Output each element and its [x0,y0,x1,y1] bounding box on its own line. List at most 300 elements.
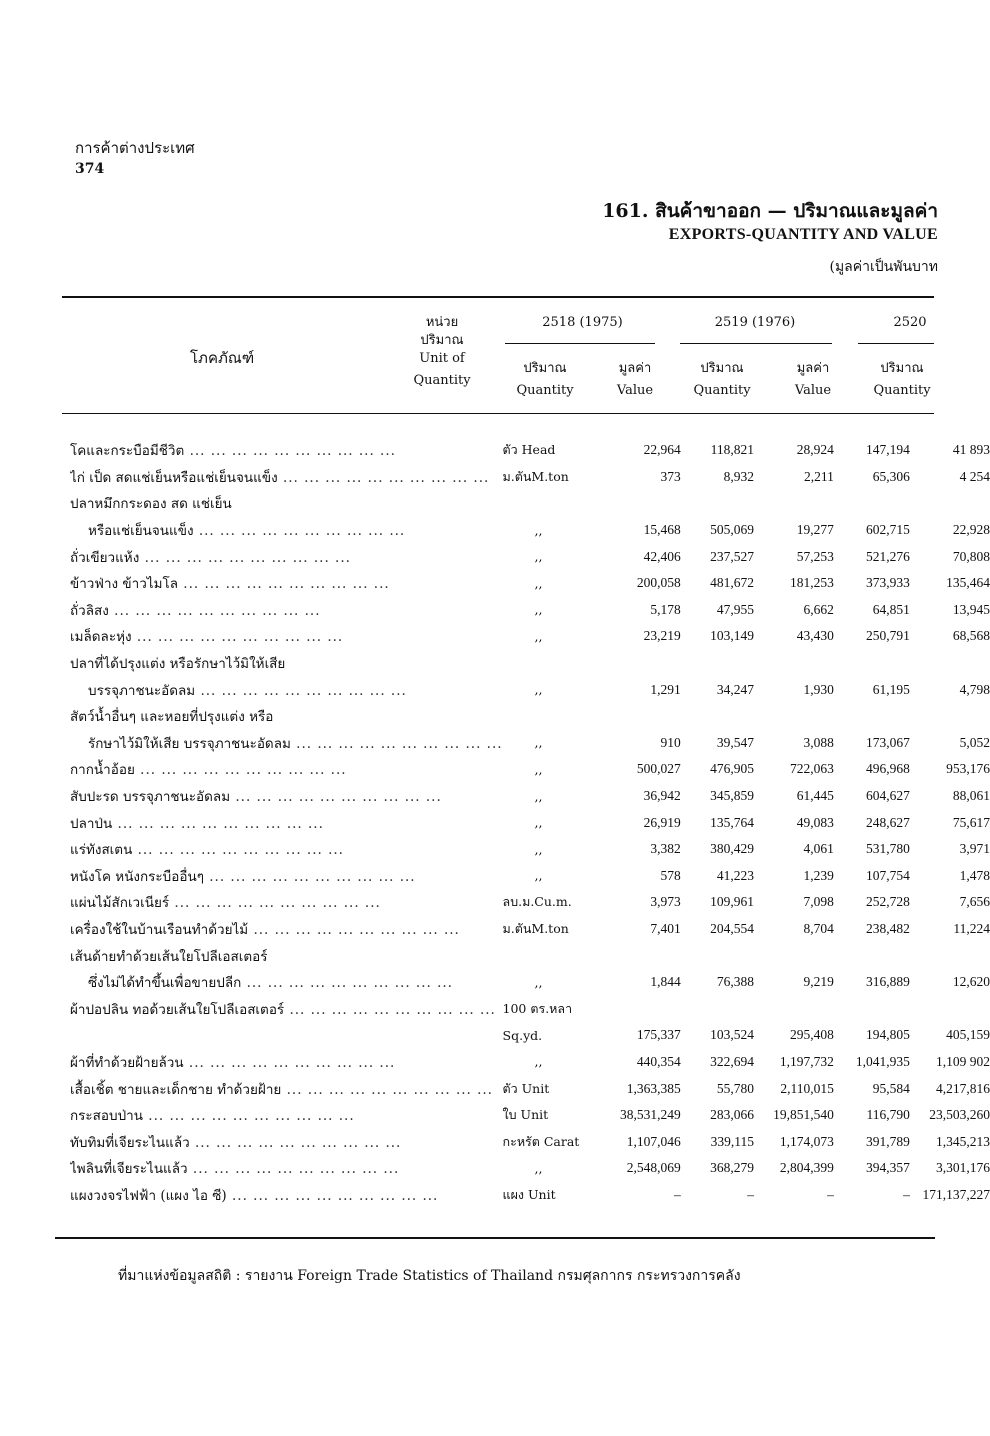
unit-cell [503,490,611,517]
quantity-cell: 500,027 [636,761,681,777]
quantity-cell: 75,617 [952,814,990,830]
dot-leader: ... ... ... ... ... ... ... ... ... ... [230,789,442,806]
table-row [70,1049,990,1076]
quantity-cell: 61,445 [796,788,834,804]
quantity-cell: 36,942 [643,788,681,804]
quantity-cell: 19,277 [796,522,834,538]
qty-header-en: Quantity [873,383,931,398]
value-header-th: มูลค่า [796,361,830,376]
table-row [70,836,990,863]
quantity-cell [910,490,990,517]
value-cell: 476,905 [710,761,755,777]
value-cell: 118,821 [710,442,755,458]
quantity-cell: 49,083 [796,814,834,830]
unit-cell: ,, [534,788,543,804]
quantity-cell: 3,971 [959,841,990,857]
table-row [70,650,990,677]
commodity-name [70,517,503,544]
qty-header-th: ปริมาณ [523,361,567,376]
unit-cell: กะหรัต Carat [502,1133,580,1149]
quantity-cell: 11,224 [953,920,990,936]
table-title-thai: 161. สินค้าขาออก — ปริมาณและมูลค่า [602,200,938,222]
quantity-cell [910,703,990,730]
unit-cell: ,, [534,868,543,884]
commodity-label: โคและกระบือมีชีวิต [70,443,185,460]
value-cell: 147,194 [866,442,910,458]
table-row [70,809,990,836]
qty-header-1976 [682,358,762,402]
table-row [70,730,990,757]
table-row [70,969,990,996]
commodity-label: ปลาป่น [70,815,113,832]
quantity-cell: 1,174,073 [779,1133,834,1149]
quantity-cell [610,650,681,677]
commodity-name [70,995,503,1022]
quantity-cell: 15,468 [643,522,681,538]
quantity-cell: 2,211 [804,468,834,484]
commodity-name [70,916,503,943]
quantity-cell [610,703,681,730]
value-cell: 248,627 [866,814,910,830]
dot-leader: ... ... ... ... ... ... ... ... ... ... [284,1001,496,1018]
section-header: การค้าต่างประเทศ [75,139,195,157]
dot-leader: ... ... ... ... ... ... ... ... ... ... [169,895,381,912]
table-row [70,464,990,491]
value-cell: 496,968 [866,761,910,777]
table-row [70,703,990,730]
quantity-cell: 4,061 [803,841,834,857]
top-rule [62,296,934,298]
quantity-cell: 181,253 [790,575,834,591]
dot-leader: ... ... ... ... ... ... ... ... ... ... [248,921,460,938]
quantity-cell [754,995,834,1022]
value-cell [834,942,910,969]
unit-cell: ลบ.ม.Cu.m. [502,894,572,910]
commodity-name [70,942,503,969]
table-row [70,517,990,544]
unit-cell: ใบ Unit [502,1107,549,1123]
table-row [70,1102,990,1129]
year-1977-rule [858,343,934,344]
quantity-cell: 13,945 [952,601,990,617]
dot-leader: ... ... ... ... ... ... ... ... ... ... [203,868,416,885]
unit-cell: ,, [534,1054,543,1070]
commodity-label: แผ่นไม้สักเวเนียร์ [70,895,170,912]
commodity-name [70,783,503,810]
dot-leader: ... ... ... ... ... ... ... ... ... ... [131,629,344,646]
value-cell: 8,932 [723,468,755,484]
quantity-cell: 1,239 [803,867,834,883]
value-cell: 368,279 [710,1160,755,1176]
quantity-cell: 23,219 [643,628,681,644]
table-row [70,1075,990,1102]
unit-cell: 100 ตร.หลา [502,1000,573,1016]
unit-cell: ,, [534,974,543,990]
dot-leader: ... ... ... ... ... ... ... ... ... ... [281,1081,493,1098]
value-cell [681,995,754,1022]
quantity-cell: 2,548,069 [626,1160,681,1176]
value-cell [681,490,754,517]
quantity-cell: 9,219 [803,974,834,990]
commodity-name [70,756,503,783]
dot-leader: ... ... ... ... ... ... ... ... ... ... [187,1161,400,1178]
quantity-cell: 5,052 [959,734,990,750]
unit-cell: ,, [534,549,543,565]
table-row [70,570,990,597]
commodity-name [70,570,503,597]
item-column-header: โภคภัณฑ์ [190,349,255,367]
source-note: ที่มาแห่งข้อมูลสถิติ : รายงาน Foreign Trade Statistics of Thailand กรมศุลกากร กระทรวงการคลัง [118,1268,741,1284]
quantity-cell: 8,704 [803,920,834,936]
commodity-name [70,809,503,836]
value-cell: 103,524 [710,1027,755,1043]
unit-header-th2: ปริมาณ [420,333,464,348]
quantity-cell: 440,354 [636,1053,681,1069]
value-cell [834,703,910,730]
commodity-label: สับปะรด บรรจุภาชนะอัดลม [70,789,231,806]
value-cell: 109,961 [710,894,755,910]
value-cell: 116,790 [866,1107,910,1123]
commodity-name [70,1128,503,1155]
commodity-label: ถั่วลิสง [70,602,109,619]
quantity-cell: 1,291 [650,681,681,697]
value-cell: 41,223 [716,867,755,883]
quantity-cell: 1,363,385 [626,1080,681,1096]
value-cell: 316,889 [866,974,910,990]
unit-cell: ,, [534,1160,543,1176]
commodity-name [70,969,503,996]
table-row [70,942,990,969]
quantity-cell [910,942,990,969]
value-cell [681,650,754,677]
dot-leader: ... ... ... ... ... ... ... ... ... ... [290,735,503,752]
header-rule [62,413,934,414]
qty-header-en: Quantity [516,383,574,398]
bottom-rule [55,1237,935,1239]
commodity-name [70,1102,503,1129]
quantity-cell [910,650,990,677]
dot-leader: ... ... ... ... ... ... ... ... ... ... [226,1187,439,1204]
quantity-cell [610,490,681,517]
commodity-label: เส้นด้ายทำด้วยเส้นใยโปลีเอสเตอร์ [70,948,268,965]
table-row [70,916,990,943]
value-cell: 39,547 [716,734,755,750]
quantity-cell: 7,098 [803,894,834,910]
quantity-cell: 4,217,816 [936,1080,990,1096]
unit-cell: ,, [534,682,543,698]
quantity-cell: 171,137,227 [922,1186,990,1202]
year-1975-rule [505,343,655,344]
unit-cell: ตัว Unit [502,1080,550,1096]
commodity-name [70,623,503,650]
quantity-cell [754,650,834,677]
dot-leader: ... ... ... ... ... ... ... ... ... ... [139,549,351,566]
quantity-cell: 3,382 [650,841,681,857]
quantity-cell: 5,178 [650,601,681,617]
table-row [70,1155,990,1182]
commodity-label: หนังโค หนังกระบืออื่นๆ [70,868,204,885]
value-cell: 34,247 [716,681,755,697]
unit-cell: ,, [534,841,543,857]
commodity-name [70,703,503,730]
unit-cell [503,703,611,730]
value-unit-note: (มูลค่าเป็นพันบาท [829,259,938,275]
quantity-cell: 578 [660,867,681,883]
commodity-label: รักษาไว้มิให้เสีย บรรจุภาชนะอัดลม [88,735,291,752]
value-cell: 505,069 [710,522,755,538]
commodity-label: ข้าวฟ่าง ข้าวไมโล [70,576,179,593]
dot-leader: ... ... ... ... ... ... ... ... ... ... [183,1054,396,1071]
table-row [70,863,990,890]
value-cell: – [747,1186,755,1202]
unit-header-en2: Quantity [413,373,471,388]
unit-cell: ,, [534,815,543,831]
quantity-cell: 42,406 [643,548,681,564]
commodity-name [70,1155,503,1182]
quantity-cell: 88,061 [952,788,990,804]
quantity-cell: – [673,1186,681,1202]
unit-cell: ,, [534,575,543,591]
table-row [70,437,990,464]
value-cell [834,490,910,517]
unit-cell: Sq.yd. [502,1027,543,1043]
quantity-cell: 910 [660,734,681,750]
quantity-cell: 38,531,249 [619,1107,681,1123]
value-cell: 322,694 [710,1053,755,1069]
commodity-label: หรือแช่เย็นจนแข็ง [88,523,194,540]
value-cell: 602,715 [866,522,910,538]
commodity-label: ผ้าปอปลิน ทอด้วยเส้นใยโปลีเอสเตอร์ [70,1001,285,1018]
commodity-name [70,1022,503,1049]
commodity-name [70,464,503,491]
commodity-name [70,889,503,916]
dot-leader: ... ... ... ... ... ... ... ... ... ... [134,762,347,779]
value-cell: 394,357 [866,1160,910,1176]
commodity-name [70,730,503,757]
value-cell: 1,041,935 [855,1053,910,1069]
commodity-name [70,1075,503,1102]
quantity-cell: 3,973 [650,894,681,910]
dot-leader: ... ... ... ... ... ... ... ... ... ... [178,576,390,593]
commodity-label: ปลาที่ได้ปรุงแต่ง หรือรักษาไว้มิให้เสีย [70,656,286,673]
quantity-cell [754,942,834,969]
quantity-cell: 953,176 [946,761,990,777]
quantity-cell: 68,568 [952,628,990,644]
dot-leader: ... ... ... ... ... ... ... ... ... ... [241,975,453,992]
quantity-cell: 23,503,260 [929,1107,990,1123]
commodity-label: เมล็ดละหุ่ง [70,629,132,646]
year-1976-rule [680,343,832,344]
quantity-cell [754,490,834,517]
quantity-cell: 200,058 [636,575,681,591]
table-row [70,490,990,517]
value-header-en: Value [616,383,654,398]
value-cell: 531,780 [866,841,910,857]
commodity-label: ผ้าที่ทำด้วยฝ้ายล้วน [70,1054,184,1071]
quantity-cell: 7,656 [959,894,990,910]
unit-cell: ตัว Head [502,442,556,458]
quantity-cell: 405,159 [946,1027,990,1043]
quantity-cell: 3,301,176 [936,1160,990,1176]
quantity-cell: 1,109 902 [936,1053,990,1069]
commodity-name [70,1182,503,1209]
quantity-cell: 28,924 [796,442,834,458]
value-header-1975 [595,358,675,402]
quantity-cell: 41 893 [952,442,990,458]
commodity-name [70,543,503,570]
table-row [70,597,990,624]
quantity-cell: 4 254 [959,468,990,484]
commodity-label: แผงวงจรไฟฟ้า (แผง ไอ ซี) [70,1187,227,1204]
value-cell [681,703,754,730]
value-cell: 250,791 [866,628,910,644]
table-row [70,995,990,1022]
commodity-label: เสื้อเชิ้ต ชายและเด็กชาย ทำด้วยฝ้าย [70,1081,282,1098]
value-cell: 55,780 [716,1080,755,1096]
quantity-cell: 1,844 [650,974,681,990]
dot-leader: ... ... ... ... ... ... ... ... ... ... [277,469,490,486]
commodity-label: เครื่องใช้ในบ้านเรือนทำด้วยไม้ [70,921,249,938]
table-row [70,783,990,810]
unit-column-header [392,312,492,392]
dot-leader: ... ... ... ... ... ... ... ... ... ... [142,1108,355,1125]
value-cell: 238,482 [866,920,910,936]
value-cell: 391,789 [866,1133,910,1149]
unit-cell: ,, [534,602,543,618]
dot-leader: ... ... ... ... ... ... ... ... ... ... [184,443,396,460]
value-header-en: Value [794,383,832,398]
qty-header-1975 [505,358,585,402]
quantity-cell: 26,919 [643,814,681,830]
value-cell: – [903,1186,910,1202]
value-cell: 194,805 [866,1027,910,1043]
table-title-english: EXPORTS-QUANTITY AND VALUE [668,226,938,243]
year-1976-header: 2519 (1976) [714,315,796,330]
commodity-label: กระสอบป่าน [70,1108,143,1125]
table-row [70,1128,990,1155]
commodity-name [70,437,503,464]
quantity-cell: 22,928 [952,522,990,538]
commodity-label: ปลาหมึกกระดอง สด แช่เย็น [70,496,232,513]
quantity-cell: 43,430 [796,628,834,644]
quantity-cell: 295,408 [790,1027,834,1043]
quantity-cell: 1,107,046 [626,1133,681,1149]
dot-leader: ... ... ... ... ... ... ... ... ... ... [132,842,344,859]
qty-header-th: ปริมาณ [700,361,744,376]
commodity-name [70,597,503,624]
value-cell [834,650,910,677]
quantity-cell: 2,110,015 [780,1080,834,1096]
table-row [70,1022,990,1049]
quantity-cell: 12,620 [952,974,990,990]
value-cell: 521,276 [866,548,910,564]
year-1977-header: 2520 [893,315,927,330]
value-cell: 103,149 [710,628,755,644]
quantity-cell: 19,851,540 [773,1107,834,1123]
commodity-name [70,836,503,863]
quantity-cell: 70,808 [952,548,990,564]
qty-header-th: ปริมาณ [880,361,924,376]
commodity-label: สัตว์น้ำอื่นๆ และหอยที่ปรุงแต่ง หรือ [70,709,274,726]
table-row [70,1182,990,1209]
quantity-cell: – [827,1186,834,1202]
unit-header-th: หน่วย [425,315,459,330]
quantity-cell [754,703,834,730]
unit-cell [503,650,611,677]
quantity-cell [910,995,990,1022]
commodity-label: ไก่ เป็ด สดแช่เย็นหรือแช่เย็นจนแข็ง [70,469,278,486]
exports-table [70,437,990,1208]
unit-cell: ,, [534,761,543,777]
value-cell: 339,115 [710,1133,755,1149]
quantity-cell: 4,798 [959,681,990,697]
dot-leader: ... ... ... ... ... ... ... ... ... ... [193,523,406,540]
value-cell: 173,067 [866,734,910,750]
page-number: 374 [75,161,105,177]
commodity-label: ไพลินที่เจียระไนแล้ว [70,1161,188,1178]
unit-cell: ม.ตันM.ton [502,920,569,936]
quantity-cell: 1,197,732 [779,1053,834,1069]
quantity-cell: 3,088 [803,734,834,750]
value-cell: 65,306 [872,468,910,484]
commodity-name [70,650,503,677]
quantity-cell [610,995,681,1022]
value-cell: 604,627 [866,788,910,804]
value-cell: 204,554 [710,920,755,936]
commodity-name [70,863,503,890]
commodity-label: ซึ่งไม่ได้ทำขึ้นเพื่อขายปลีก [88,975,242,992]
commodity-name [70,1049,503,1076]
dot-leader: ... ... ... ... ... ... ... ... ... ... [108,602,321,619]
commodity-label: ทับทิมที่เจียระไนแล้ว [70,1134,190,1151]
quantity-cell: 1,478 [959,867,990,883]
value-cell: 252,728 [866,894,910,910]
dot-leader: ... ... ... ... ... ... ... ... ... ... [195,682,407,699]
value-cell: 380,429 [710,841,755,857]
unit-cell: ,, [534,628,543,644]
commodity-name [70,676,503,703]
qty-header-en: Quantity [693,383,751,398]
quantity-cell: 373 [660,468,681,484]
value-cell [834,995,910,1022]
table-row [70,676,990,703]
unit-cell: ,, [534,522,543,538]
quantity-cell: 1,930 [803,681,834,697]
value-cell: 95,584 [872,1080,910,1096]
quantity-cell: 722,063 [790,761,834,777]
value-cell: 373,933 [866,575,910,591]
commodity-label: บรรจุภาชนะอัดลม [88,682,196,699]
table-row [70,623,990,650]
value-cell: 283,066 [710,1107,755,1123]
commodity-label: ถั่วเขียวแห้ง [70,549,140,566]
value-cell: 345,859 [710,788,755,804]
dot-leader: ... ... ... ... ... ... ... ... ... ... [112,815,324,832]
table-row [70,756,990,783]
value-cell: 237,527 [710,548,755,564]
value-cell: 61,195 [872,681,910,697]
value-cell: 64,851 [872,601,910,617]
quantity-cell [610,942,681,969]
commodity-label: แร่ทังสเตน [70,842,133,859]
commodity-label: กากน้ำอ้อย [70,762,135,779]
quantity-cell: 2,804,399 [779,1160,834,1176]
qty-header-1977 [862,358,942,402]
value-cell [681,942,754,969]
commodity-name [70,490,503,517]
value-cell: 76,388 [716,974,755,990]
table-row [70,543,990,570]
